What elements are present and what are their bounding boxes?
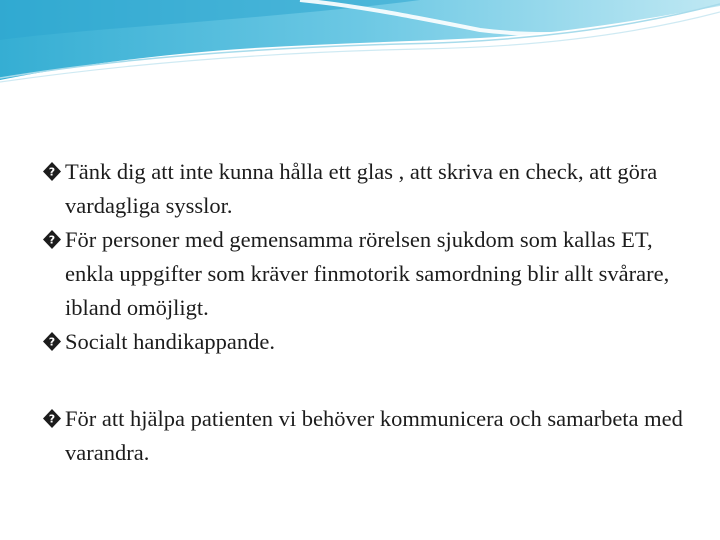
unknown-glyph-icon <box>42 161 62 182</box>
svg-text:?: ? <box>48 165 56 179</box>
header-wave-decoration <box>0 0 720 110</box>
bullet-item <box>42 155 692 223</box>
bullet-text: För personer med gemensamma rörelsen sjukdom som kallas ET, enkla uppgifter som kräver finmotorik samordning blir allt svårare, ibland omöjligt. <box>65 227 670 320</box>
unknown-glyph-icon <box>42 408 62 429</box>
svg-text:?: ? <box>48 233 56 247</box>
bullet-item <box>42 325 692 359</box>
bullet-list <box>42 155 692 470</box>
bullet-text: För att hjälpa patienten vi behöver kommunicera och samarbeta med varandra. <box>65 406 683 465</box>
unknown-glyph-icon <box>42 229 62 250</box>
svg-text:?: ? <box>48 335 56 349</box>
bullet-text: Socialt handikappande. <box>65 329 275 354</box>
unknown-glyph-icon <box>42 331 62 352</box>
bullet-text: Tänk dig att inte kunna hålla ett glas , att skriva en check, att göra vardagliga sysslor. <box>65 159 658 218</box>
bullet-item <box>42 223 692 325</box>
spacer <box>42 359 692 402</box>
svg-text:?: ? <box>48 412 56 426</box>
bullet-item <box>42 402 692 470</box>
